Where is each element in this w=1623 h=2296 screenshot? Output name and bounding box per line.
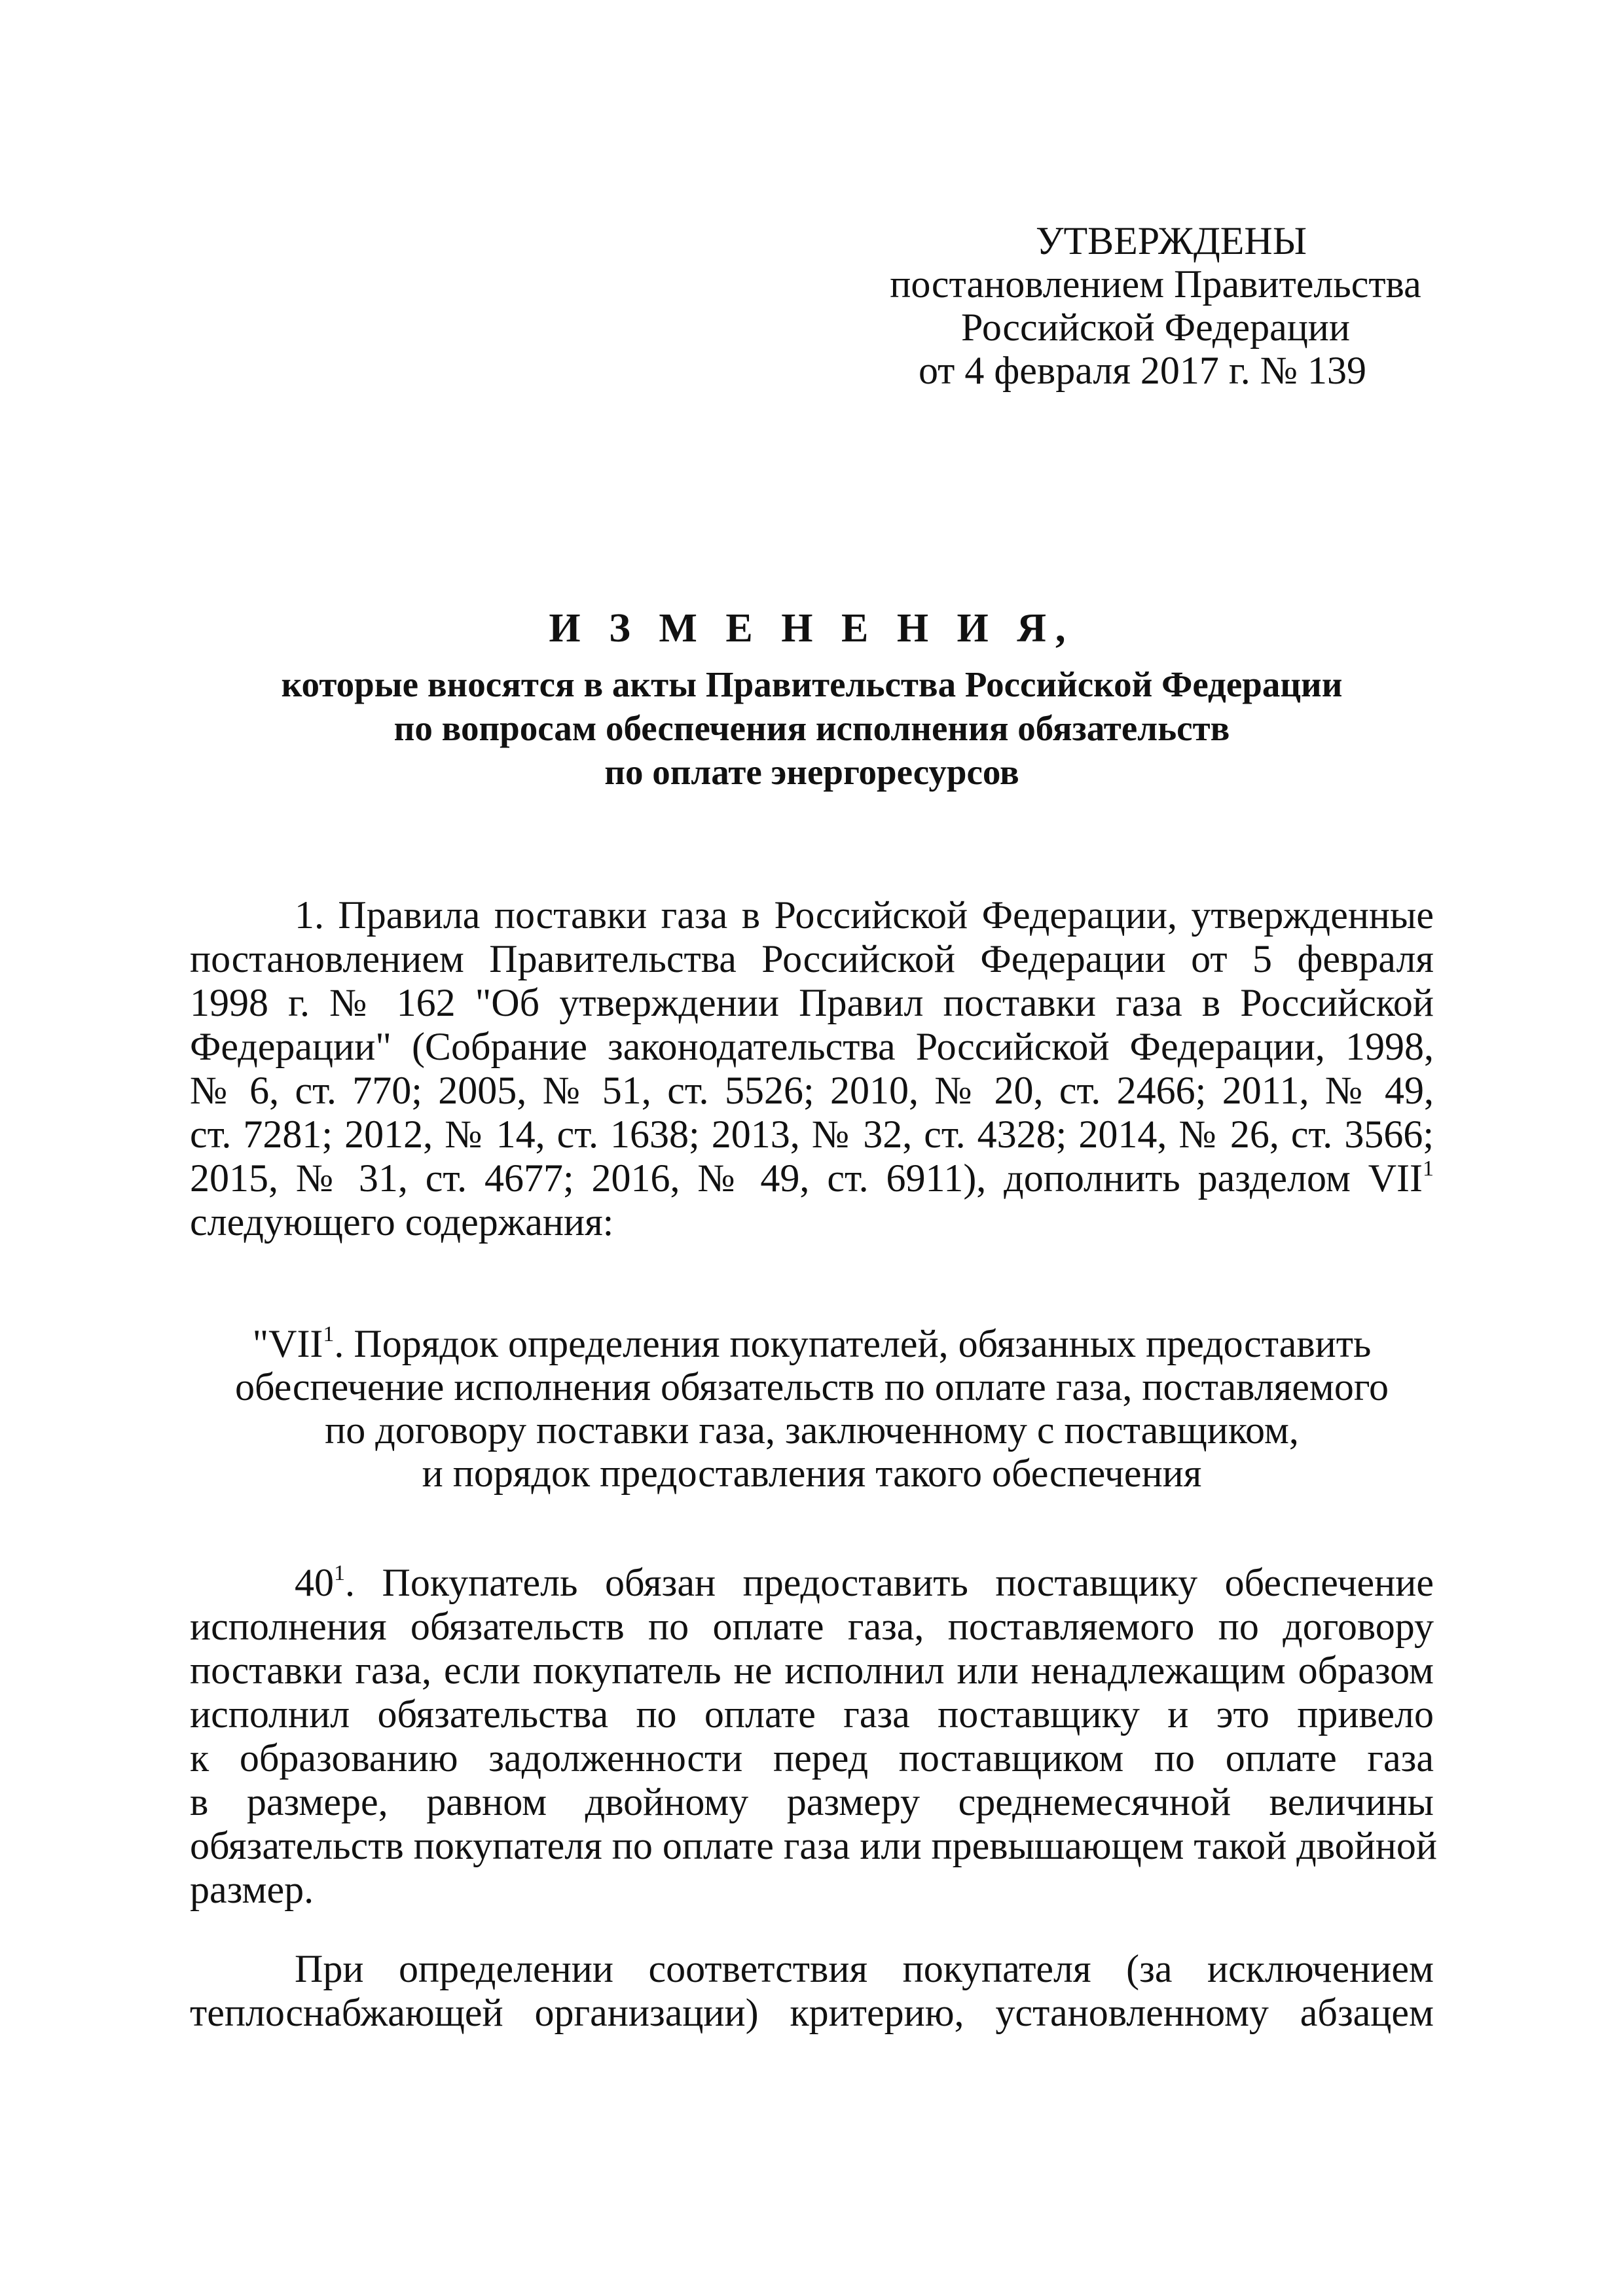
paragraph-1-line: № 6, ст. 770; 2005, № 51, ст. 5526; 2010, № 20, ст. 2466; 2011, № 49, [190,1069,1434,1112]
approval-line-2: Российской Федерации [960,306,1351,349]
section-title-line-3: по договору поставки газа, заключенному с поставщиком, [325,1408,1299,1452]
heading-sub-1: которые вносятся в акты Правительства Российской Федерации [281,664,1343,704]
paragraph-2-line: поставки газа, если покупатель не исполнил или ненадлежащим образом [190,1649,1434,1692]
paragraph-1-line: следующего содержания: [190,1200,614,1244]
clause-number: 40 [295,1561,334,1604]
paragraph-3-line: При определении соответствия покупателя (за исключением [295,1947,1434,1990]
paragraph-2-first-line [190,1561,1434,1605]
paragraph-3-line: теплоснабжающей организации) критерию, установленному абзацем [190,1991,1434,2034]
document-heading [190,602,1434,794]
heading-sub-2: по вопросам обеспечения исполнения обязательств [393,708,1230,748]
paragraph-3 [190,1947,1434,2035]
section-superscript: 1 [323,1322,335,1346]
paragraph-2 [190,1561,1437,1912]
paragraph-1-line: ст. 7281; 2012, № 14, ст. 1638; 2013, № 32, ст. 4328; 2014, № 26, ст. 3566; [190,1113,1434,1156]
paragraph-1-line-with-sup [190,1157,1434,1200]
paragraph-1-line: 1. Правила поставки газа в Российской Федерации, утвержденные [295,893,1434,937]
paragraph-2-line: обязательств покупателя по оплате газа или превышающем такой двойной [190,1824,1437,1867]
section-title-line-4: и порядок предоставления такого обеспечения [422,1452,1202,1495]
paragraph-2-line: к образованию задолженности перед поставщиком по оплате газа [190,1736,1434,1780]
section-title-line-2: обеспечение исполнения обязательств по оплате газа, поставляемого [235,1365,1389,1408]
section-superscript: 1 [1423,1157,1434,1181]
paragraph-2-line: размер. [190,1868,314,1911]
approval-line-1: постановлением Правительства [890,262,1421,306]
paragraph-1-line-text: 2015, № 31, ст. 4677; 2016, № 49, ст. 6911), дополнить разделом VII [190,1157,1423,1200]
heading-title: И З М Е Н Е Н И Я, [549,606,1075,651]
paragraph-2-line: в размере, равном двойному размеру среднемесячной величины [190,1780,1434,1823]
approval-line-3: от 4 февраля 2017 г. № 139 [918,349,1367,392]
section-number: "VII [252,1322,323,1365]
heading-sub-3: по оплате энергоресурсов [604,752,1019,792]
approval-block [851,219,1460,392]
section-title [190,1322,1434,1495]
paragraph-1-line: 1998 г. № 162 "Об утверждении Правил поставки газа в Российской [190,981,1434,1024]
paragraph-2-line: исполнения обязательств по оплате газа, поставляемого по договору [190,1605,1434,1648]
paragraph-1 [190,893,1434,1244]
paragraph-2-line-text: . Покупатель обязан предоставить поставщику обеспечение [345,1561,1434,1604]
clause-superscript: 1 [334,1561,345,1585]
paragraph-1-line: Федерации" (Собрание законодательства Российской Федерации, 1998, [190,1025,1434,1068]
approval-title: УТВЕРЖДЕНЫ [1036,219,1307,262]
section-title-text: . Порядок определения покупателей, обязанных предоставить [334,1322,1372,1365]
section-title-line-1 [190,1322,1434,1365]
paragraph-1-line: постановлением Правительства Российской Федерации от 5 февраля [190,937,1434,980]
paragraph-2-line: исполнил обязательства по оплате газа поставщику и это привело [190,1693,1434,1736]
